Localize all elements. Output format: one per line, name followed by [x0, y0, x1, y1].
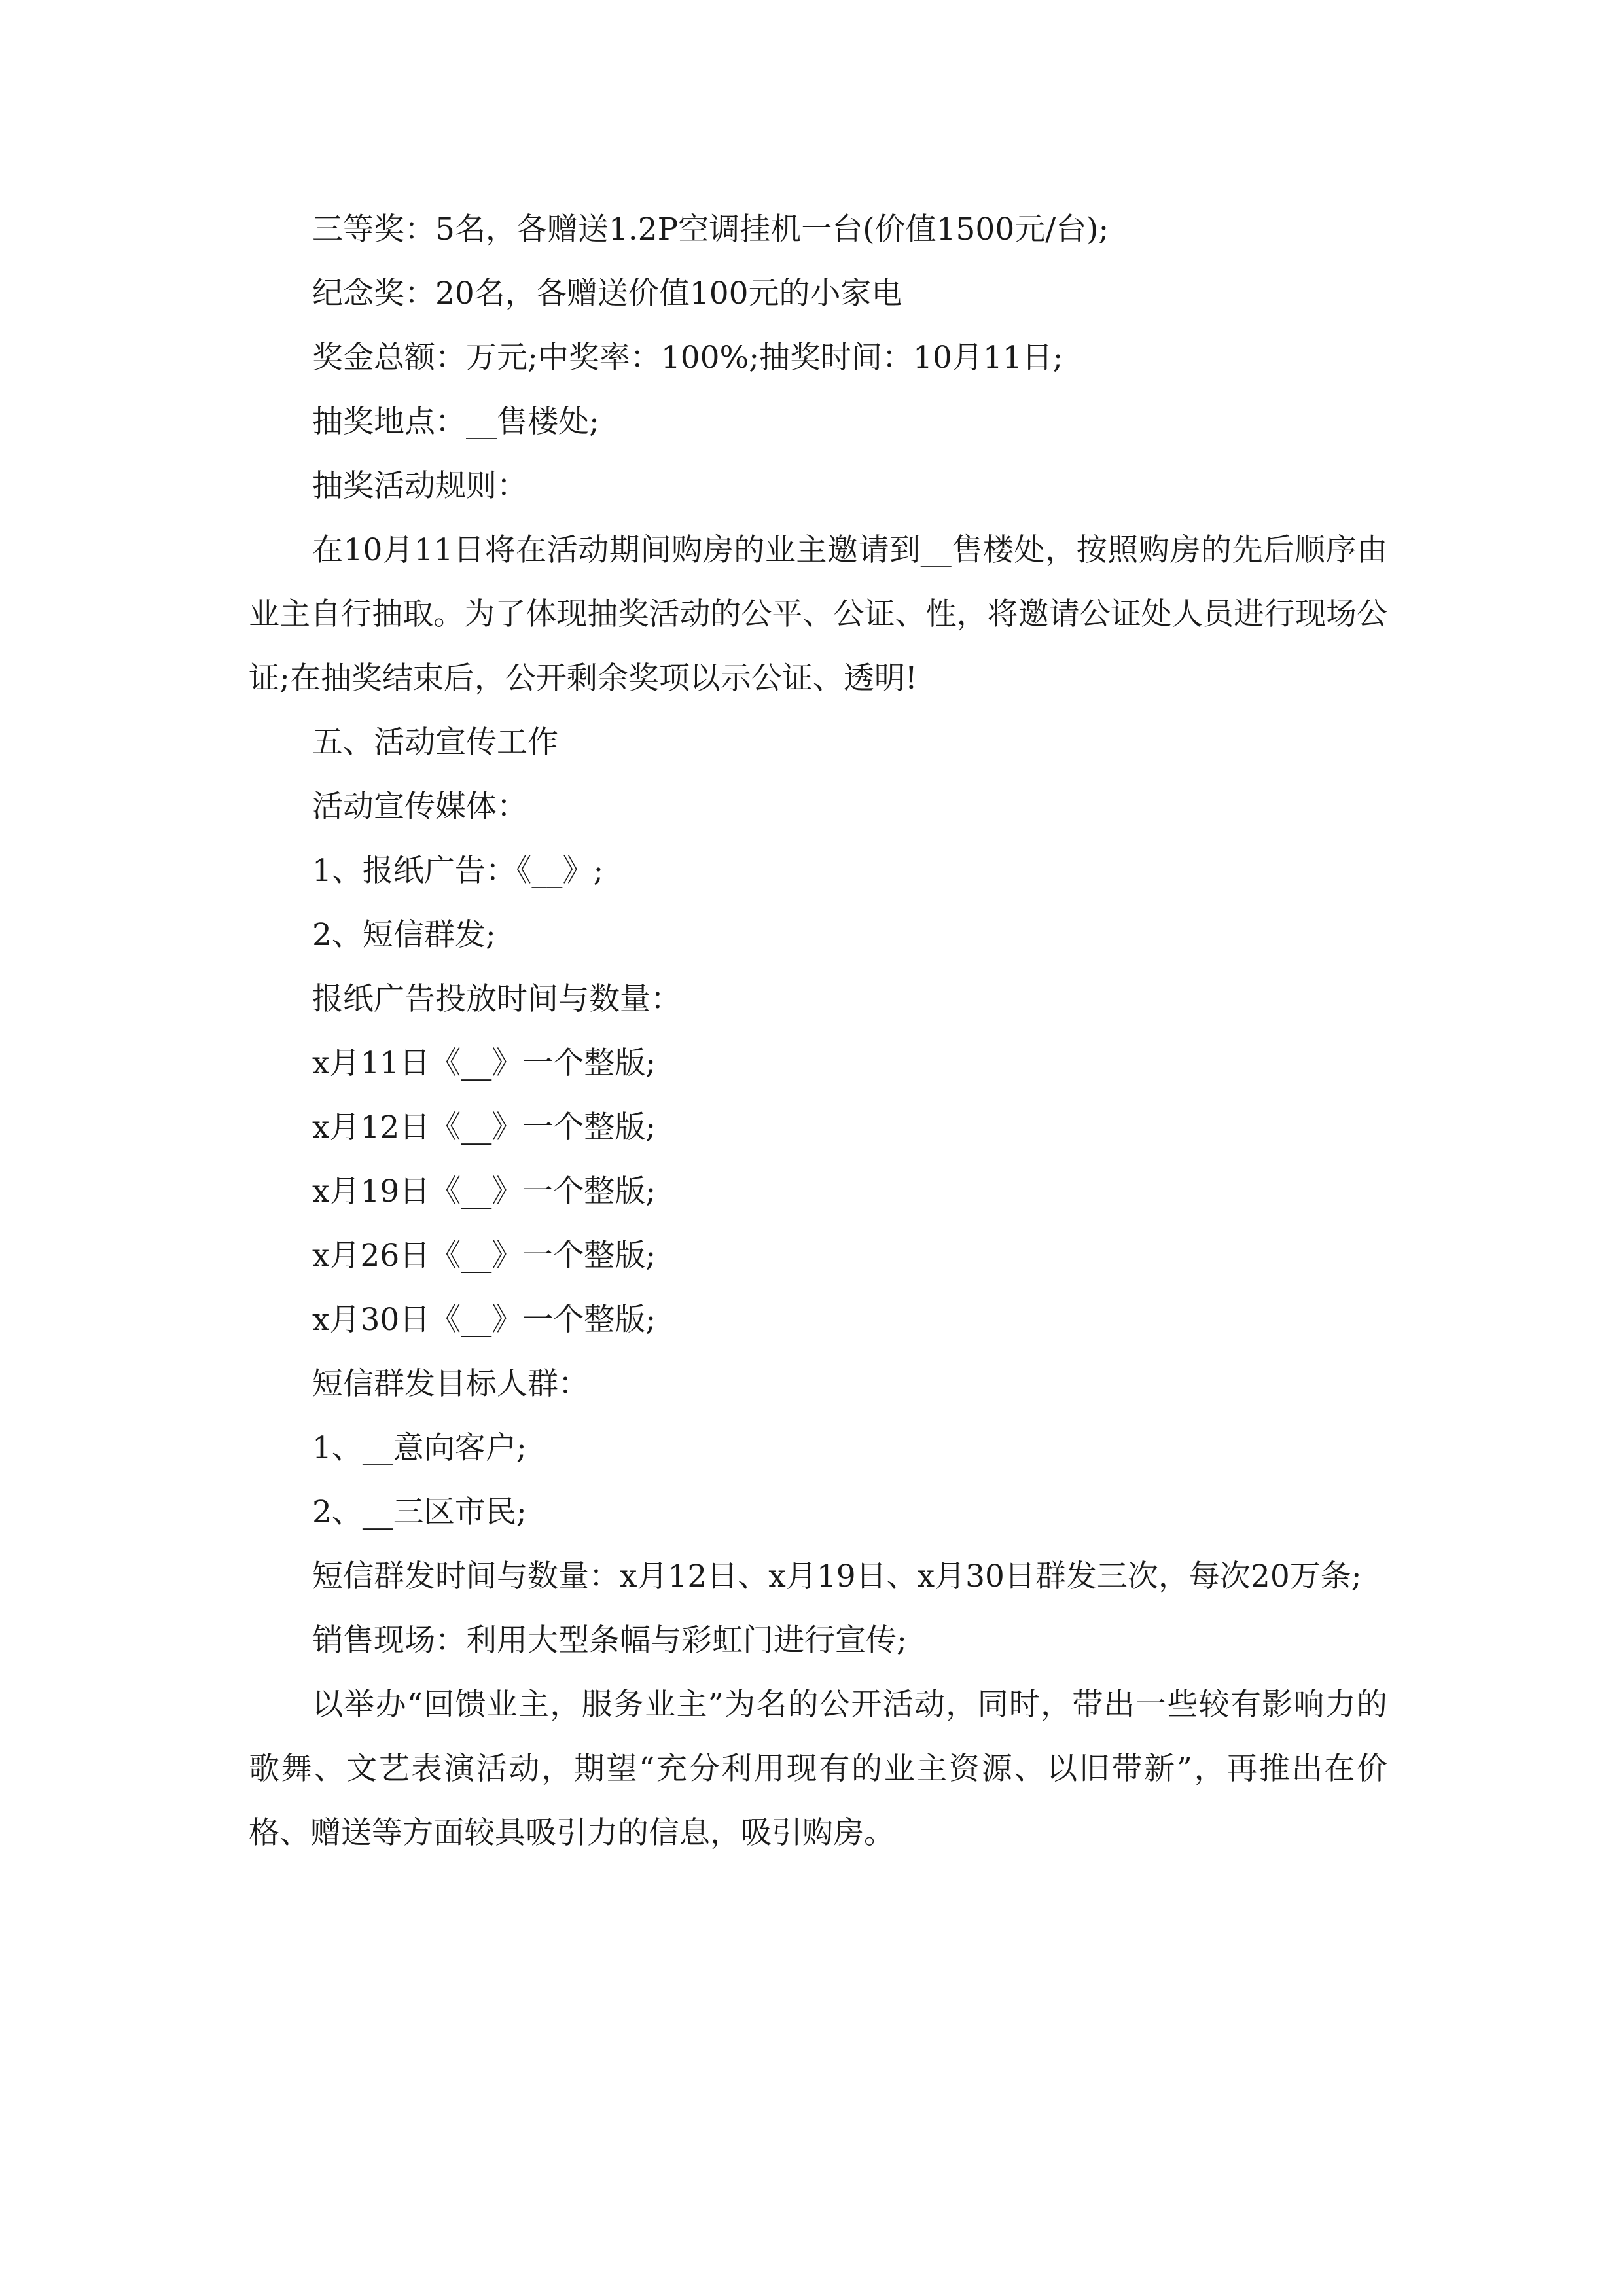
paragraph-sales-site: 销售现场：利用大型条幅与彩虹门进行宣传; — [312, 1623, 907, 1659]
schedule-item: x月30日《__》一个整版; — [312, 1302, 656, 1338]
paragraph-lottery-rules: 在10月11日将在活动期间购房的业主邀请到__售楼处，按照购房的先后顺序由业主自行抽取。为了体现抽奖活动的公平、公证、性，将邀请公证处人员进行现场公证;在抽奖结束后，公开剩余奖项以示公证、透明! — [249, 532, 1387, 696]
list-item-target: 1、__意向客户; — [312, 1430, 527, 1466]
paragraph-lottery-location: 抽奖地点：__售楼处; — [312, 404, 599, 440]
paragraph-sms-schedule: 短信群发时间与数量：x月12日、x月19日、x月30日群发三次，每次20万条; — [312, 1558, 1362, 1594]
section-heading-promotion: 五、活动宣传工作 — [312, 725, 558, 761]
document-body — [249, 198, 1387, 1865]
schedule-item: x月26日《__》一个整版; — [312, 1238, 656, 1274]
schedule-item: x月19日《__》一个整版; — [312, 1174, 656, 1210]
paragraph-ad-schedule-heading: 报纸广告投放时间与数量： — [312, 981, 681, 1017]
paragraph-prize-total: 奖金总额：万元;中奖率：100%;抽奖时间：10月11日; — [312, 340, 1063, 376]
schedule-item: x月11日《__》一个整版; — [312, 1045, 656, 1081]
paragraph-souvenir-prize: 纪念奖：20名，各赠送价值100元的小家电 — [312, 276, 902, 312]
list-item-sms: 2、短信群发; — [312, 917, 496, 953]
paragraph-sms-target-heading: 短信群发目标人群： — [312, 1366, 589, 1402]
paragraph-lottery-rules-heading: 抽奖活动规则： — [312, 468, 527, 504]
list-item-newspaper: 1、报纸广告：《__》; — [312, 853, 604, 889]
paragraph-media-heading: 活动宣传媒体： — [312, 789, 527, 825]
paragraph-public-event: 以举办“回馈业主，服务业主”为名的公开活动，同时，带出一些较有影响力的歌舞、文艺表演活动，期望“充分利用现有的业主资源、以旧带新”，再推出在价格、赠送等方面较具吸引力的信息，吸引购房。 — [249, 1687, 1387, 1851]
list-item-target: 2、__三区市民; — [312, 1494, 527, 1530]
schedule-item: x月12日《__》一个整版; — [312, 1109, 656, 1145]
paragraph-third-prize: 三等奖：5名，各赠送1.2P空调挂机一台(价值1500元/台); — [312, 211, 1109, 247]
